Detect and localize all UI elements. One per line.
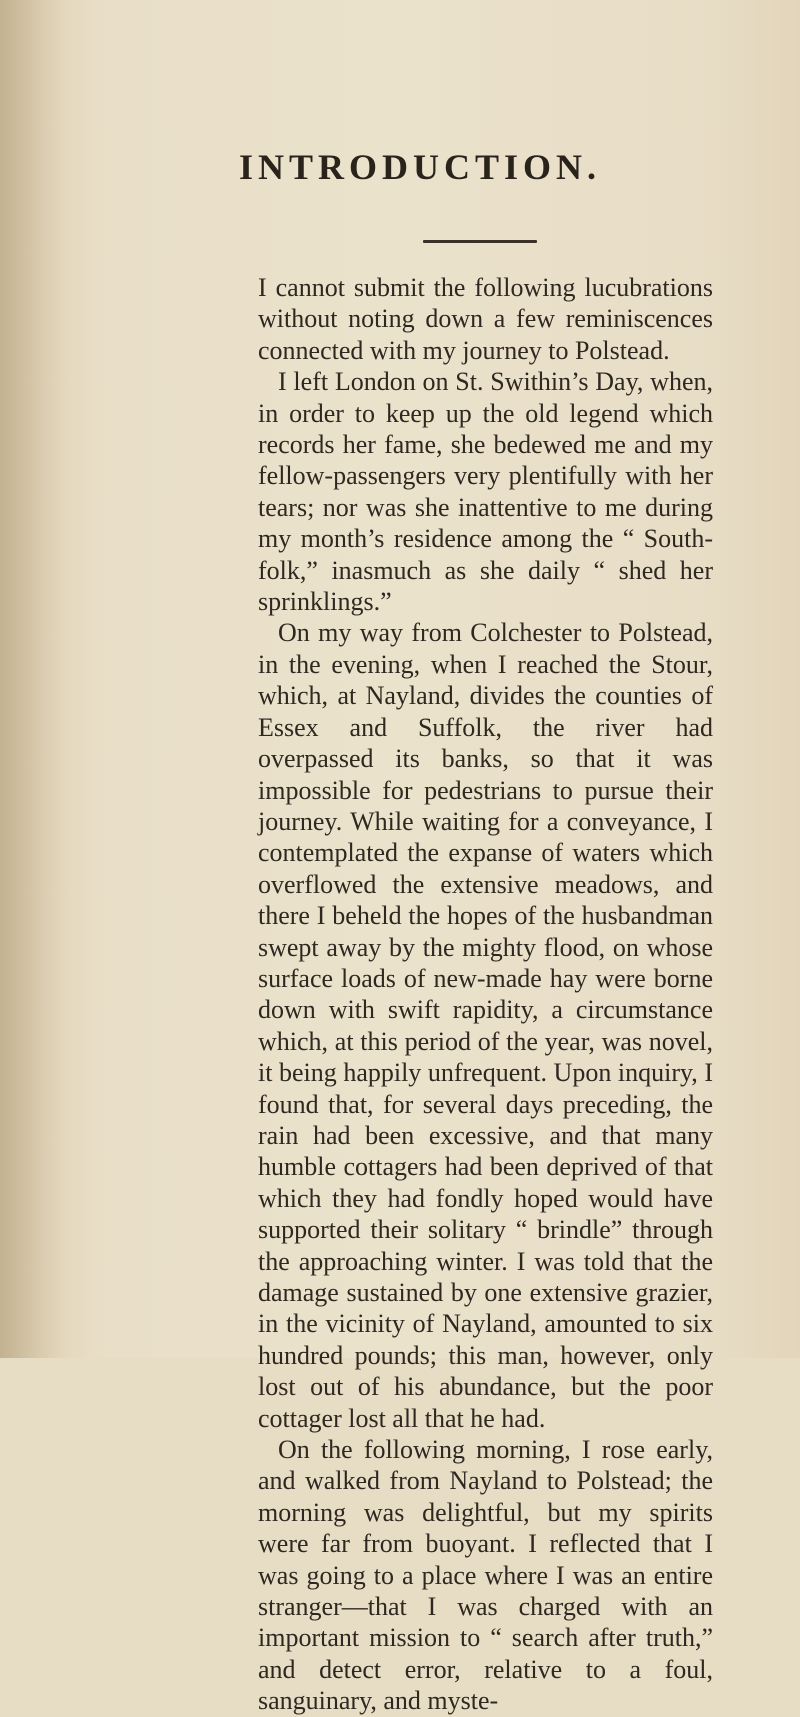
page-gutter-shadow <box>0 0 70 1358</box>
paragraph-4: On the following morning, I rose early, and walked from Nayland to Polstead; the morning was delightful, but my spirits were far from buoyant. I reflected that I was going to a place where I was an entire stranger—that I was charged with an important mission to “ search after truth,” and detect error, relative to a foul, sanguinary, and myste- <box>258 1435 713 1716</box>
body-text <box>258 272 713 1717</box>
page-title: INTRODUCTION. <box>238 147 602 187</box>
title-divider <box>423 240 537 243</box>
paragraph-3: On my way from Colchester to Polstead, in the evening, when I reached the Stour, which, at Nayland, divides the counties of Essex and Suffolk, the river had overpassed its banks, so that it was impossible for pedestrians to pursue their journey. While waiting for a conveyance, I contemplated the expanse of waters which overflowed the extensive meadows, and there I beheld the hopes of the husbandman swept away by the mighty flood, on whose surface loads of new-made hay were borne down with swift rapidity, a circumstance which, at this period of the year, was novel, it being happily unfrequent. Upon inquiry, I found that, for several days preceding, the rain had been excessive, and that many humble cottagers had been deprived of that which they had fondly hoped would have supported their solitary “ brindle” through the approaching winter. I was told that the damage sustained by one extensive grazier, in the vicinity of Nayland, amounted to six hundred pounds; this man, however, only lost out of his abundance, but the poor cottager lost all that he had. <box>258 618 713 1433</box>
paragraph-2: I left London on St. Swithin’s Day, when, in order to keep up the old legend which records her fame, she bedewed me and my fellow-passengers very plentifully with her tears; nor was she inattentive to me during my month’s residence among the “ South-folk,” inasmuch as she daily “ shed her sprinklings.” <box>258 367 713 617</box>
paragraph-1: I cannot submit the following lucubrations without noting down a few reminiscences connected with my journey to Polstead. <box>258 273 713 365</box>
